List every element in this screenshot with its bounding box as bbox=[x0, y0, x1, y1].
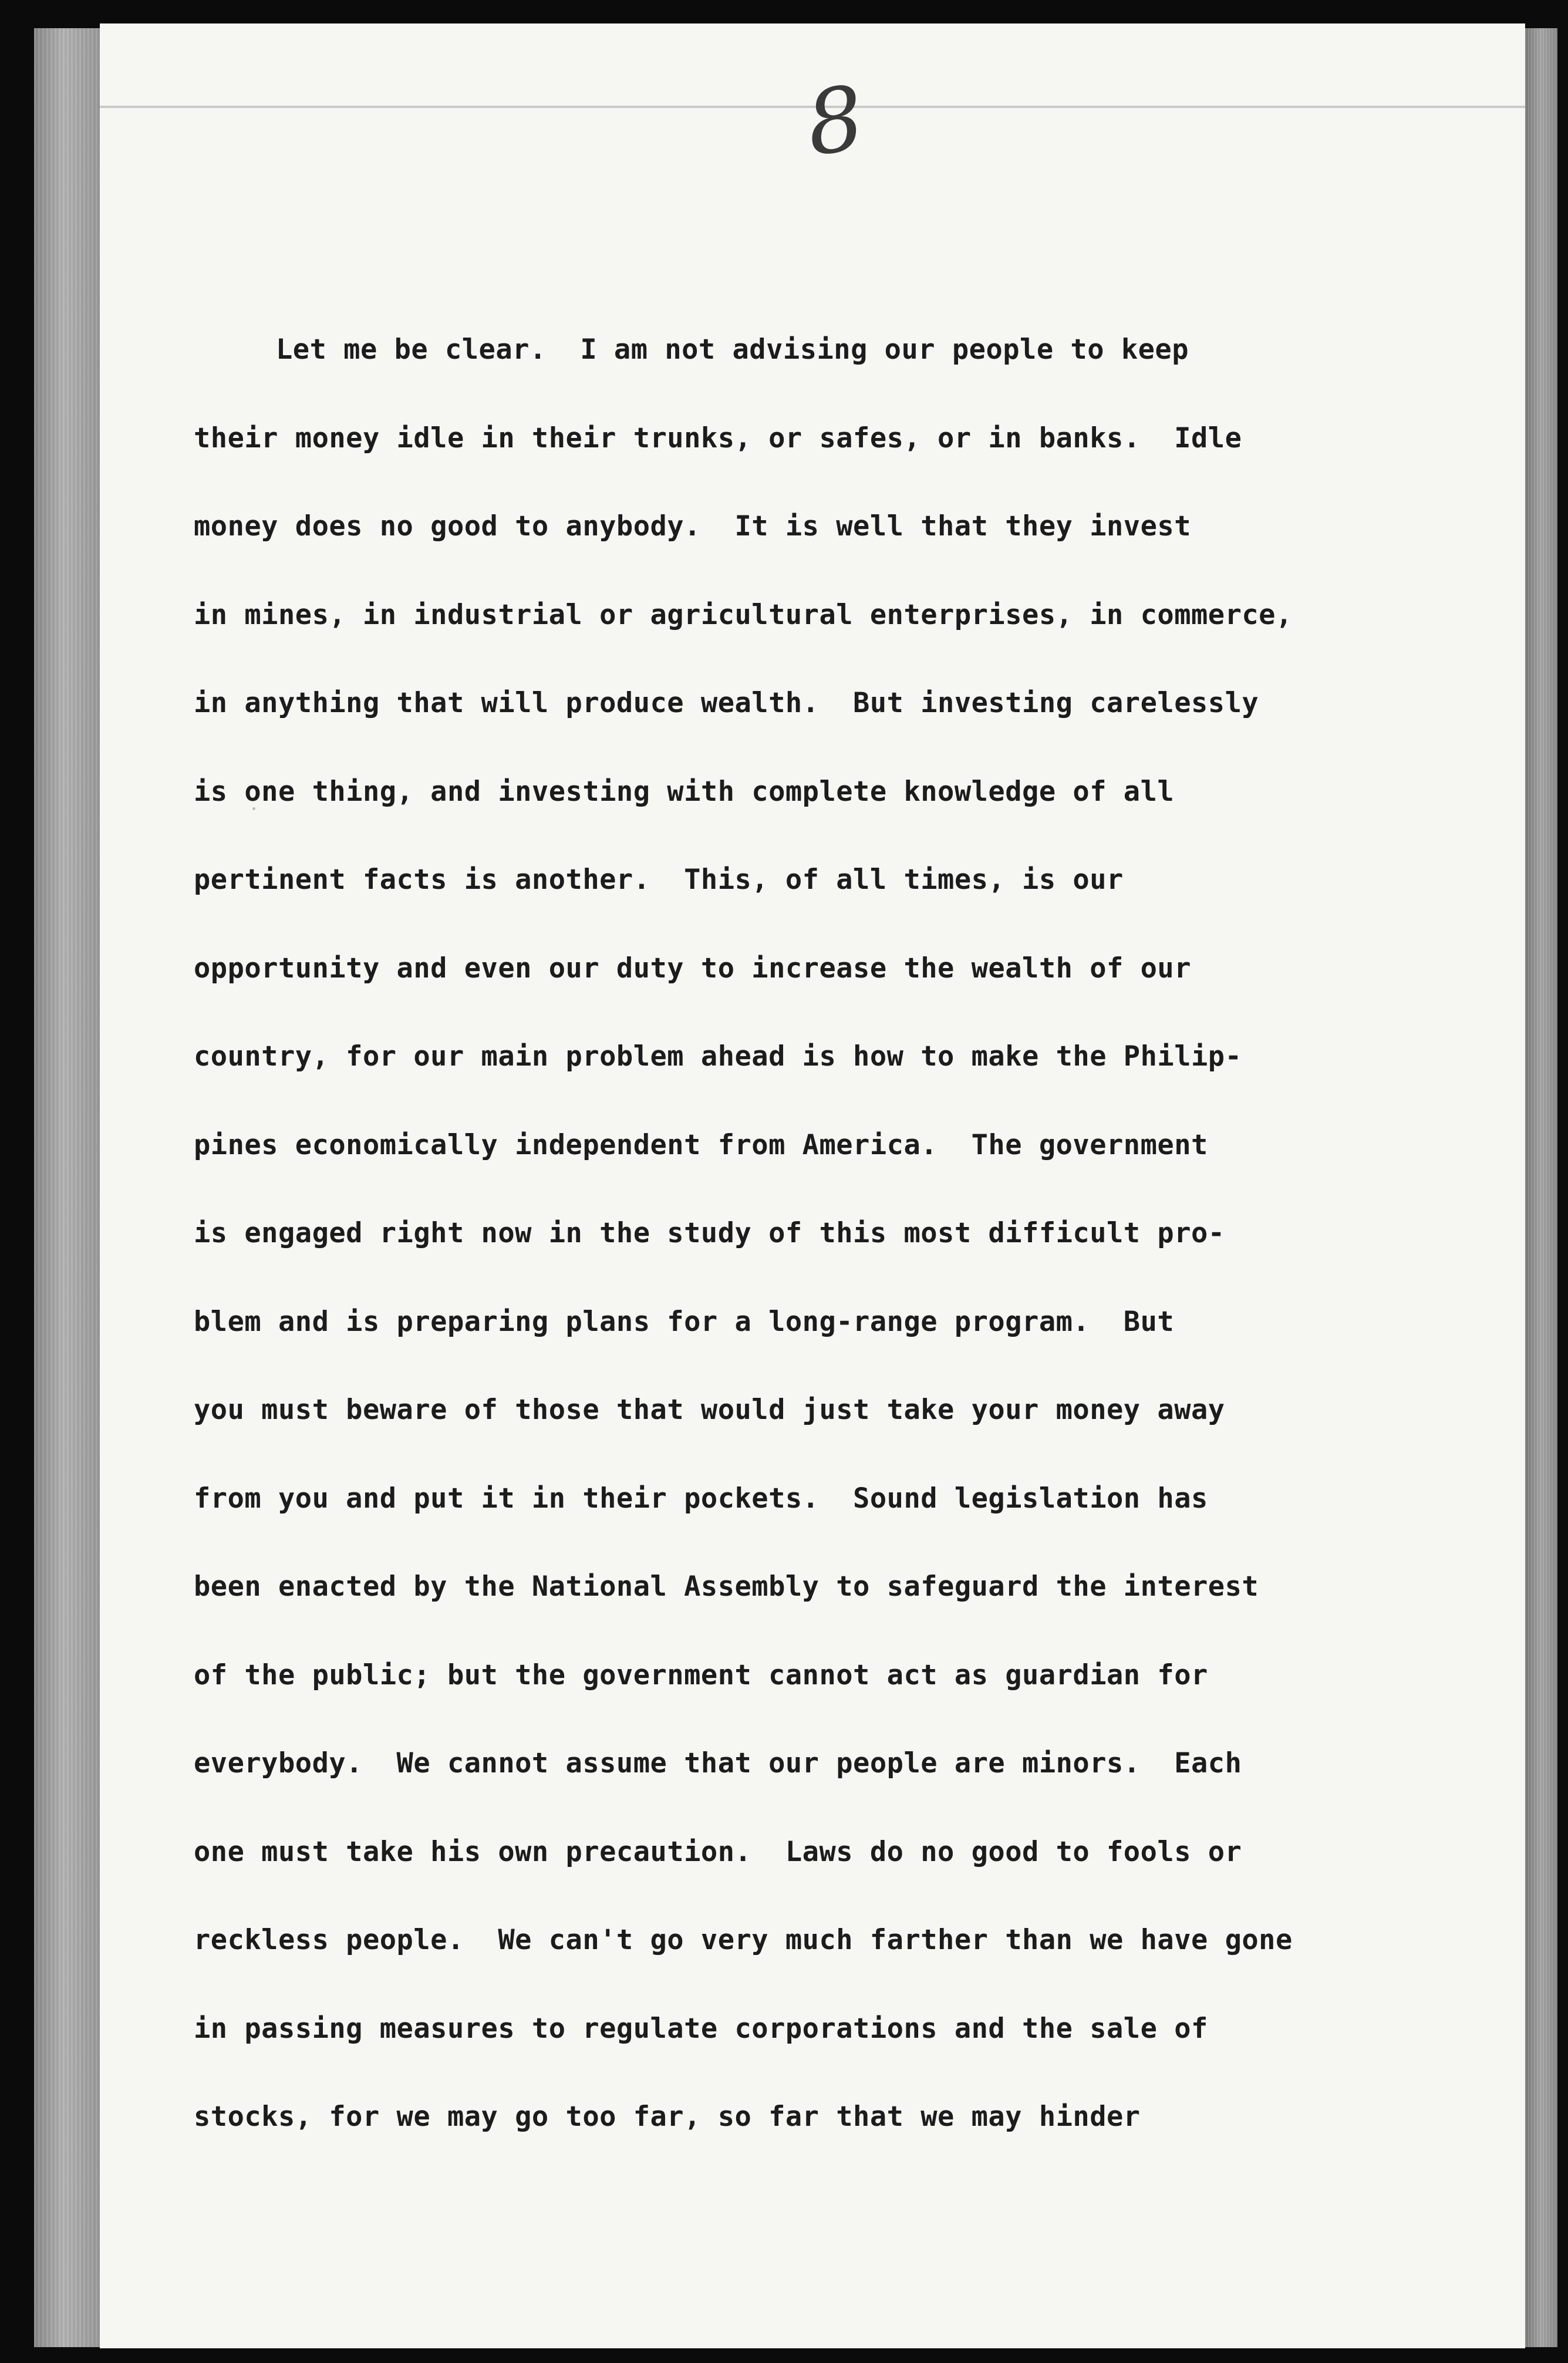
text-line: is engaged right now in the study of this most difficult pro- bbox=[194, 1217, 1225, 1249]
text-line: stocks, for we may go too far, so far that we may hinder bbox=[194, 2101, 1141, 2133]
paper-speck bbox=[252, 807, 255, 810]
text-line: in mines, in industrial or agricultural enterprises, in commerce, bbox=[194, 598, 1293, 631]
text-line: their money idle in their trunks, or safes, or in banks. Idle bbox=[194, 422, 1242, 454]
text-line: everybody. We cannot assume that our people are minors. Each bbox=[194, 1747, 1242, 1779]
scan-right-margin-strip bbox=[1525, 28, 1557, 2347]
handwritten-page-number: 8 bbox=[800, 67, 871, 176]
scan-left-margin-strip bbox=[34, 28, 100, 2347]
text-line: reckless people. We can't go very much farther than we have gone bbox=[194, 1924, 1293, 1956]
text-line: Let me be clear. I am not advising our people to keep bbox=[276, 333, 1189, 366]
text-line: one must take his own precaution. Laws do no good to fools or bbox=[194, 1835, 1242, 1868]
text-line: in anything that will produce wealth. But investing carelessly bbox=[194, 687, 1259, 719]
text-line: country, for our main problem ahead is how to make the Philip- bbox=[194, 1040, 1242, 1073]
text-line: in passing measures to regulate corporations and the sale of bbox=[194, 2012, 1208, 2045]
text-line: pines economically independent from America. The government bbox=[194, 1128, 1208, 1161]
text-line: blem and is preparing plans for a long-range program. But bbox=[194, 1305, 1175, 1338]
text-line: is one thing, and investing with complete knowledge of all bbox=[194, 775, 1175, 808]
text-line: been enacted by the National Assembly to safeguard the interest bbox=[194, 1570, 1259, 1603]
text-line: you must beware of those that would just take your money away bbox=[194, 1394, 1225, 1426]
text-line: from you and put it in their pockets. Sound legislation has bbox=[194, 1482, 1208, 1515]
text-line: money does no good to anybody. It is well that they invest bbox=[194, 510, 1191, 542]
text-line: pertinent facts is another. This, of all times, is our bbox=[194, 864, 1124, 896]
text-line: of the public; but the government cannot act as guardian for bbox=[194, 1659, 1208, 1691]
text-line: opportunity and even our duty to increase the wealth of our bbox=[194, 952, 1191, 985]
body-text bbox=[194, 329, 1427, 2185]
